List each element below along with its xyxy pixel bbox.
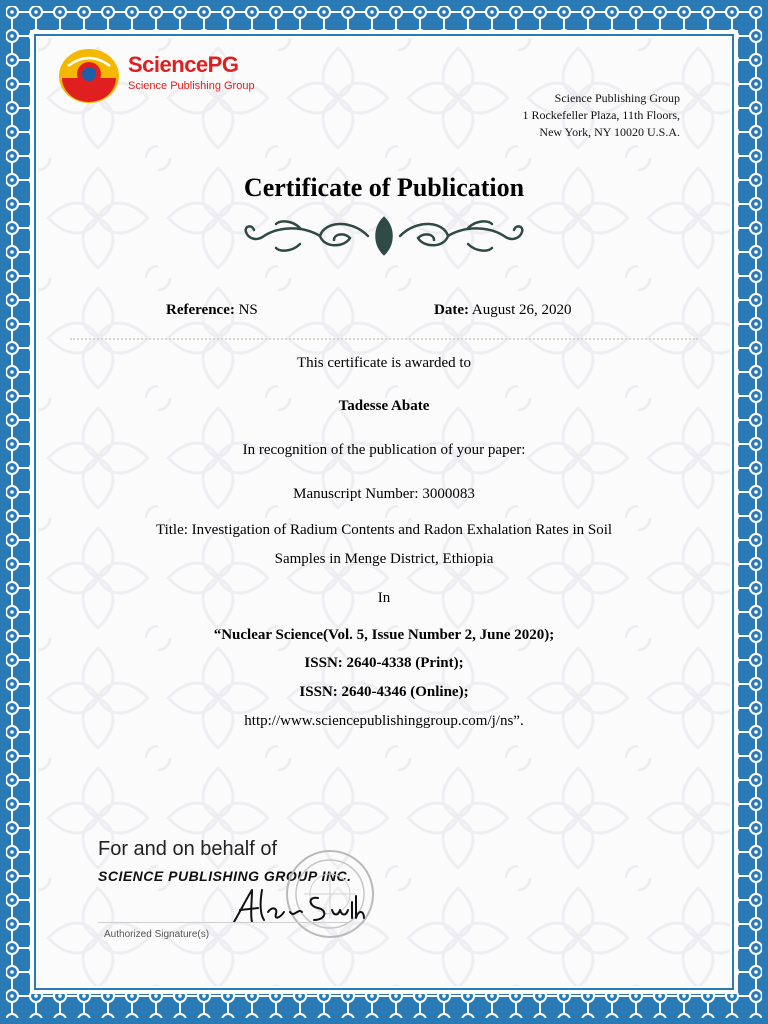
reference-label: Reference: [166,302,235,318]
recipient-name: Tadesse Abate [338,398,430,414]
address-line-1: Science Publishing Group [554,91,680,105]
logo-brand-text: SciencePG [128,52,239,77]
logo-emblem-icon [58,48,120,104]
paper-title-line-1: Title: Investigation of Radium Contents and Radon Exhalation Rates in Soil [155,522,613,538]
issn-print: ISSN: 2640-4338 (Print); [304,655,464,671]
date-value: August 26, 2020 [471,302,572,318]
in-text: In [377,590,391,606]
logo-subtitle: Science Publishing Group [128,80,255,92]
on-behalf-text: For and on behalf of [98,838,278,860]
manuscript-number: Manuscript Number: 3000083 [293,486,475,502]
flourish-ornament-icon [240,214,528,258]
reference-value: NS [238,302,258,318]
journal-line: “Nuclear Science(Vol. 5, Issue Number 2, June 2020); [213,627,555,643]
journal-url[interactable]: http://www.sciencepublishinggroup.com/j/ns”. [244,713,524,729]
issn-online: ISSN: 2640-4346 (Online); [299,684,469,700]
company-name: SCIENCE PUBLISHING GROUP INC. [98,868,352,884]
paper-title-line-2: Samples in Menge District, Ethiopia [274,551,494,567]
authorized-signature-label: Authorized Signature(s) [104,929,210,940]
address-line-3: New York, NY 10020 U.S.A. [539,125,680,139]
dotted-divider [70,338,698,341]
certificate-title: Certificate of Publication [243,173,525,202]
reference-field [166,302,258,319]
signature-line [98,922,348,923]
publisher-address [522,90,680,141]
sciencepg-logo [58,48,268,104]
awarded-to-text: This certificate is awarded to [296,355,472,371]
date-label: Date: [434,302,469,318]
address-line-2: 1 Rockefeller Plaza, 11th Floors, [522,108,680,122]
recognition-text: In recognition of the publication of your paper: [242,442,526,458]
date-field [434,302,572,319]
